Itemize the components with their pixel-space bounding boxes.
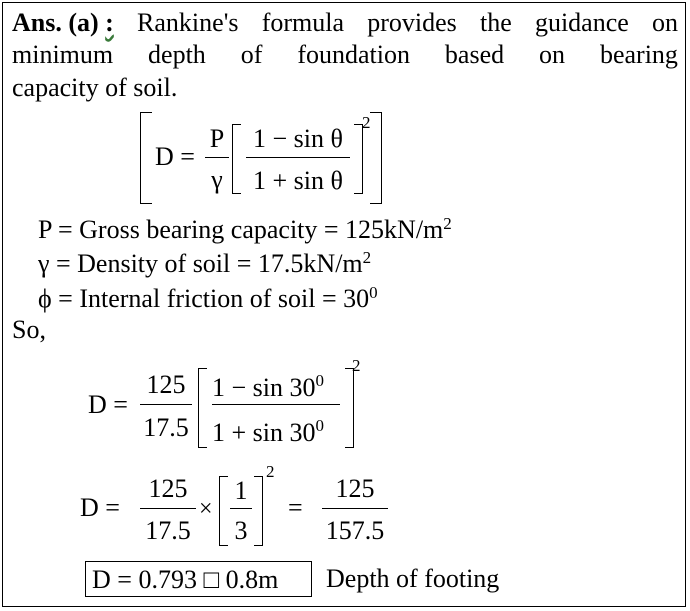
fraction-bar (140, 508, 196, 509)
step1-right-bracket (345, 368, 354, 448)
line1-word: formula (261, 8, 345, 37)
step2-equals: = (288, 493, 303, 522)
step2-result-numerator: 125 (335, 474, 375, 503)
step1-left-bracket (198, 368, 207, 448)
phi-exponent: 0 (369, 283, 378, 302)
fraction-bar (246, 157, 350, 158)
fraction-bar (230, 508, 252, 509)
inner-left-bracket (232, 124, 241, 194)
step2-numerator: 125 (148, 474, 188, 503)
formula-lhs: D = (155, 142, 195, 171)
step2-result-denominator: 157.5 (325, 516, 385, 545)
formula-gamma: γ (211, 165, 223, 194)
result-value: D = 0.793 □ 0.8m (92, 565, 279, 594)
gamma-definition: γ = Density of soil = $17.5kN/m^2$ (38, 248, 372, 278)
degree-sup: 0 (315, 416, 325, 435)
inner-right-bracket (354, 124, 363, 194)
formula-numerator: 1 − sin θ (253, 124, 343, 153)
p-exponent: 2 (443, 214, 452, 233)
step2-three: 3 (234, 516, 248, 545)
p-definition: P = Gross bearing capacity = $125kN/m^2$ (38, 214, 452, 244)
line2-word: minimum (12, 40, 114, 69)
line2-word: foundation (297, 40, 410, 69)
line1-word: guidance (534, 8, 629, 37)
so-label: So, (12, 315, 46, 344)
line2-word: of (240, 40, 263, 69)
step2-exponent: 2 (266, 462, 275, 481)
step1-inner-denominator: $1 + \sin 30^0$ (212, 416, 325, 447)
outer-left-bracket (140, 112, 152, 204)
fraction-bar (212, 404, 340, 405)
answer-line-1 (12, 10, 678, 36)
fraction-bar (140, 404, 192, 405)
answer-label: Ans. (a) : (12, 8, 114, 37)
line2-word: based (444, 40, 505, 69)
line2-word: on (539, 40, 566, 69)
line1-word: on (651, 8, 678, 37)
gamma-exponent: 2 (362, 248, 372, 267)
times-sign: × (199, 496, 213, 522)
formula-exponent: 2 (362, 113, 371, 132)
answer-colon: : (105, 8, 114, 37)
line1-word: the (479, 8, 512, 37)
answer-line-3: capacity of soil. (12, 73, 178, 102)
fraction-bar (322, 508, 388, 509)
degree-sup: 0 (315, 371, 325, 390)
step1-inner-numerator: $1 - \sin 30^0$ (212, 371, 325, 402)
result-caption: Depth of footing (326, 564, 500, 593)
line1-word: provides (367, 8, 457, 37)
phi-definition: ϕ = Internal friction of soil = $30^0$ (38, 283, 378, 313)
line1-word: Rankine's (137, 8, 239, 37)
line2-word: bearing (599, 40, 678, 69)
formula-p: P (209, 124, 225, 153)
step2-denominator: 17.5 (145, 516, 191, 545)
answer-line-2 (12, 42, 678, 68)
step1-lhs: D = (88, 390, 128, 419)
formula-denominator: 1 + sin θ (253, 166, 343, 195)
outer-right-bracket (370, 112, 382, 204)
step1-exponent: 2 (352, 356, 361, 375)
step2-one: 1 (234, 476, 248, 505)
step2-lhs: D = (80, 493, 120, 522)
step1-numerator: 125 (146, 370, 186, 399)
line2-word: depth (148, 40, 206, 69)
step1-denominator: 17.5 (143, 413, 189, 442)
fraction-bar (205, 157, 229, 158)
